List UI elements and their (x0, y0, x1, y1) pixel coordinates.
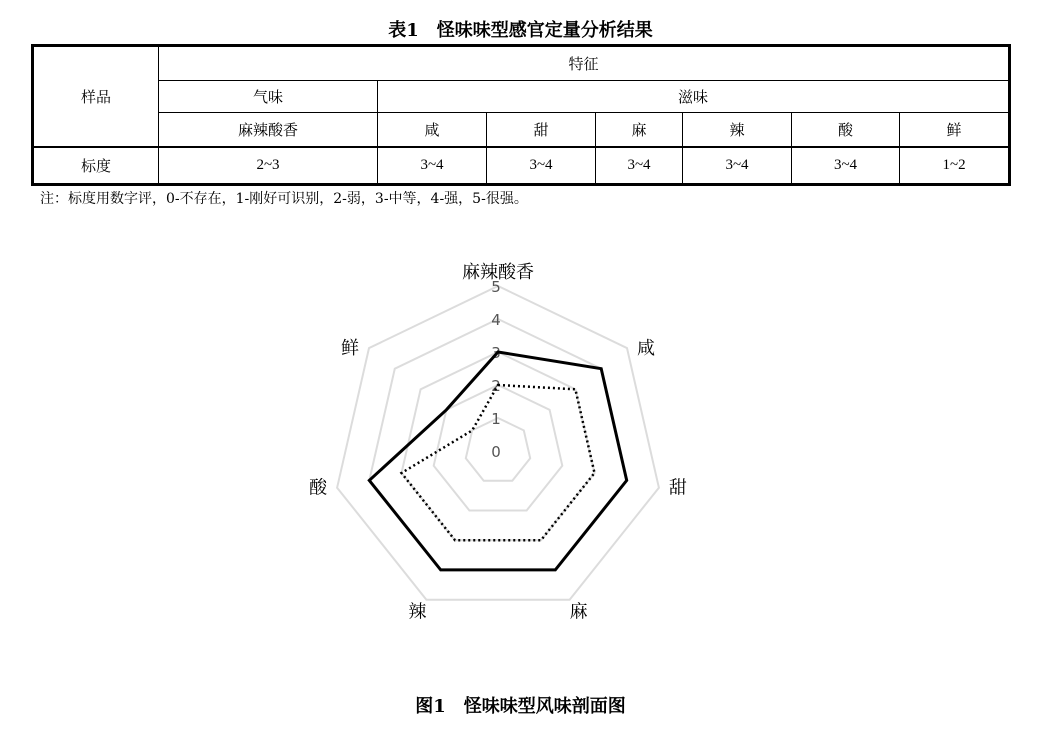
table-cell: 2~3 (159, 147, 378, 185)
attribute-header: 辣 (683, 113, 792, 148)
attribute-header: 麻 (596, 113, 683, 148)
figure-title: 图1 怪味味型风味剖面图 (415, 696, 626, 717)
table-cell: 3~4 (487, 147, 596, 185)
axis-label: 甜 (668, 477, 687, 499)
table-cell: 3~4 (596, 147, 683, 185)
scale-tick-label: 4 (491, 311, 501, 329)
table-title: 表1 怪味味型感官定量分析结果 (388, 20, 653, 41)
radar-chart (300, 250, 720, 640)
table-cell: 3~4 (378, 147, 487, 185)
scale-tick-label: 2 (491, 377, 501, 395)
series-line (402, 385, 595, 540)
scale-tick-label: 5 (491, 278, 501, 296)
attribute-header: 麻辣酸香 (159, 113, 378, 148)
scale-tick-label: 1 (491, 410, 501, 428)
attribute-header: 鲜 (900, 113, 1010, 148)
attribute-header: 酸 (792, 113, 900, 148)
row-label: 标度 (33, 147, 159, 185)
axis-label: 麻 (569, 601, 588, 623)
table-cell: 1~2 (900, 147, 1010, 185)
axis-label: 鲜 (340, 338, 359, 360)
taste-header: 滋味 (378, 81, 1010, 113)
axis-label: 麻辣酸香 (462, 262, 534, 283)
attribute-header: 咸 (378, 113, 487, 148)
scale-tick-label: 0 (491, 443, 501, 461)
table-cell: 3~4 (683, 147, 792, 185)
table-cell: 3~4 (792, 147, 900, 185)
attribute-header: 甜 (487, 113, 596, 148)
sample-header: 样品 (33, 46, 159, 148)
table-note: 注：标度用数字评，0-不存在，1-刚好可识别，2-弱，3-中等，4-强，5-很强。 (40, 191, 528, 207)
smell-header: 气味 (159, 81, 378, 113)
axis-label: 咸 (637, 338, 656, 360)
sensory-table (31, 44, 1011, 186)
axis-label: 辣 (408, 601, 427, 623)
axis-label: 酸 (309, 477, 328, 499)
feature-header: 特征 (159, 46, 1010, 81)
scale-tick-label: 3 (491, 344, 501, 362)
